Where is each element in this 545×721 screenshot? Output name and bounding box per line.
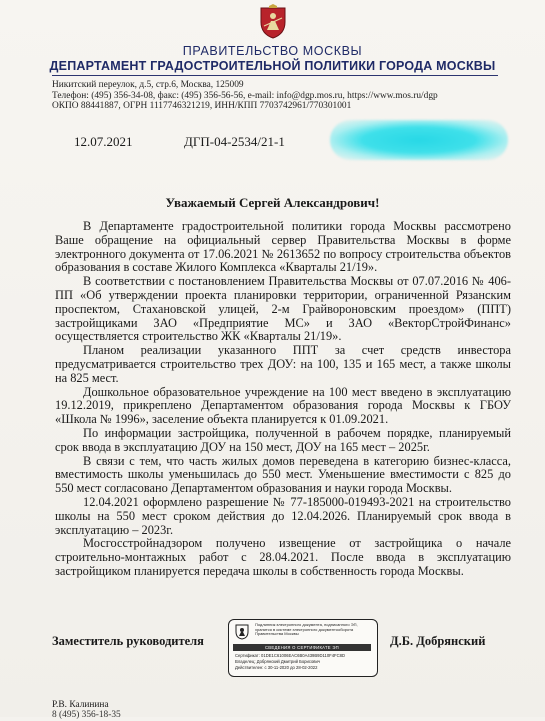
paragraph-7: 12.04.2021 оформлено разрешение № 77-185000-019493-2021 на строительство школы на 550 мест сроком действия до 12.04.2026. Планируемый срок ввода в эксплуатацию – 2023г. <box>55 494 511 537</box>
stamp-certificate-details <box>235 653 373 672</box>
e-signature-stamp <box>228 619 378 677</box>
paragraph-6: В связи с тем, что часть жилых домов переведена в категорию бизнес-класса, вместимость школы уменьшилась до 550 мест. Уменьшение вместимости с 825 до 550 мест согласовано Департаментом образования и науки города Москвы. <box>55 453 511 496</box>
stamp-header-text: Подлинник электронного документа, подписанного ЭП, хранится в системе электронного документооборота Правительства Москвы <box>255 622 358 637</box>
executor-block <box>52 700 121 721</box>
stamp-certificate-validity: Действителен: с 30-11-2020 до 28-02-2022 <box>235 665 318 671</box>
paragraph-8: Мосгосстройнадзором получено извещение от застройщика о начале строительно-монтажных работ с 28.04.2021. После ввода в эксплуатацию застройщиком планируется передача школы в собственность города Москвы. <box>55 536 511 578</box>
stamp-certificate-owner: Владелец: Добрянский Дмитрий Борисович <box>235 659 321 665</box>
moscow-coat-of-arms-icon <box>258 4 288 40</box>
paragraph-2: В соответствии с постановлением Правительства Москвы от 07.07.2016 № 406-ПП «Об утверждении проекта планировки территории, ограниченной Рязанским проспектом, Стахановской улицей, 2-м Грайвороновским проездом» (ППТ) застройщиками ЗАО «Предприятие МС» и ЗАО «ВекторСтройФинанс» осуществляется строительство ЖК «Кварталы 21/19». <box>55 274 511 344</box>
paragraph-3: Планом реализации указанного ППТ за счет средств инвестора предусматривается строительство трех ДОУ: на 100, 135 и 165 мест, а также школы на 825 мест. <box>55 343 511 385</box>
redacted-recipient <box>330 120 508 160</box>
letter-body <box>55 220 511 579</box>
org-name-department: ДЕПАРТАМЕНТ ГРАДОСТРОИТЕЛЬНОЙ ПОЛИТИКИ ГОРОДА МОСКВЫ <box>49 59 496 73</box>
contact-phone-email: Телефон: (495) 356-34-08, факс: (495) 356-56-56, e-mail: info@dgp.mos.ru, https://www.mos.ru/dgp <box>52 90 438 101</box>
org-name-government: ПРАВИТЕЛЬСТВО МОСКВЫ <box>182 44 363 58</box>
signer-position: Заместитель руководителя <box>52 634 204 648</box>
letterhead-divider <box>52 75 498 76</box>
letterhead-contacts <box>52 80 512 112</box>
stamp-certificate-bar: СВЕДЕНИЯ О СЕРТИФИКАТЕ ЭП <box>233 644 371 651</box>
paragraph-5: По информации застройщика, полученной в рабочем порядке, планируемый срок ввода в эксплуатацию ДОУ на 150 мест, ДОУ на 165 мест – 2025г. <box>55 425 511 454</box>
contact-address: Никитский переулок, д.5, стр.6, Москва, 125009 <box>52 80 244 90</box>
executor-name: Р.В. Калинина <box>52 700 109 710</box>
contact-registry-codes: ОКПО 88441887, ОГРН 1117746321219, ИНН/КПП 7703742961/770301001 <box>52 101 352 112</box>
paragraph-1: В Департаменте градостроительной политики города Москвы рассмотрено Ваше обращение на официальный сервер Правительства Москвы в форме электронного документа от 17.06.2021 № 2613652 по вопросу строительства объектов образования в составе Жилого Комплекса «Кварталы 21/19». <box>55 219 511 275</box>
moscow-seal-icon <box>235 624 249 640</box>
executor-phone: 8 (495) 356-18-35 <box>52 710 121 721</box>
letter-date: 12.07.2021 <box>74 134 133 149</box>
signer-name: Д.Б. Добрянский <box>390 634 486 648</box>
letter-number: ДГП-04-2534/21-1 <box>184 134 285 149</box>
letter-greeting: Уважаемый Сергей Александрович! <box>165 195 380 210</box>
stamp-certificate-id: Сертификат: 01DE1C61006EAC6B0A439B9D110F4FC8D <box>235 653 345 658</box>
paragraph-4: Дошкольное образовательное учреждение на 100 мест введено в эксплуатацию 19.12.2019, прикреплено Департаментом образования города Москвы к ГБОУ «Школа № 1996», заселение объекта планируется к 01.09.2021. <box>55 384 511 427</box>
